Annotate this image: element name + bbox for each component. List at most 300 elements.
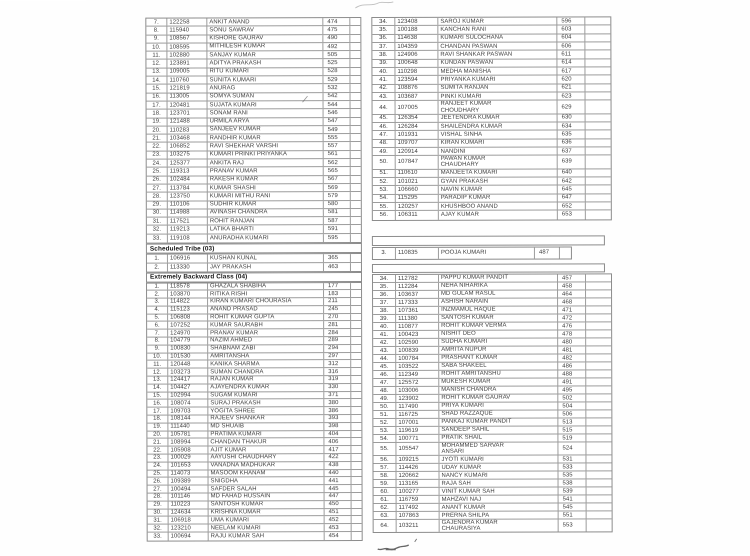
name-cell: KISHORE GAURAV — [207, 35, 323, 43]
blank-cell — [586, 194, 611, 201]
serial-cell: 26. — [147, 176, 168, 183]
marks-cell: 637 — [558, 147, 586, 154]
name-cell: URMILA ARYA — [208, 118, 324, 126]
serial-cell: 12. — [146, 60, 167, 67]
blank-cell — [351, 109, 361, 116]
blank-cell — [351, 462, 361, 469]
name-cell: NISHIT DEO — [439, 331, 558, 338]
marks-cell: 481 — [558, 346, 586, 353]
roll-no-cell: 105908 — [168, 447, 208, 454]
roll-no-cell: 116725 — [396, 411, 439, 418]
marks-cell: 553 — [559, 520, 587, 532]
name-cell: ROHIT KUMAR GUPTA — [208, 314, 324, 321]
name-cell: NAVIN KUMAR — [439, 186, 558, 194]
marks-cell: 458 — [558, 282, 586, 289]
blank-cell — [585, 34, 610, 41]
blank-cell — [351, 361, 361, 368]
table-row — [147, 263, 361, 272]
general-category-table-right — [371, 16, 612, 220]
name-cell: ANAND PRASAD — [208, 306, 324, 313]
marks-cell: 525 — [323, 60, 350, 67]
serial-cell: 34. — [373, 275, 396, 282]
name-cell: SONU SAWRAV — [207, 26, 323, 34]
name-cell: KANCHAN RANI — [438, 26, 557, 34]
roll-no-cell: 117521 — [168, 218, 208, 225]
roll-no-cell: 114426 — [396, 464, 439, 471]
blank-cell — [351, 322, 361, 329]
section-header-band-right — [372, 263, 605, 273]
marks-cell: 561 — [324, 151, 351, 158]
name-cell: JYOTI KUMARI — [439, 456, 558, 463]
table-row — [373, 247, 571, 259]
name-cell: MD GULAM RASUL — [439, 291, 558, 298]
name-cell: UDAY KUMAR — [439, 464, 558, 471]
blank-cell — [351, 399, 361, 406]
marks-cell: 531 — [558, 456, 586, 463]
blank-cell — [587, 504, 612, 511]
name-cell: SUGAM KUMARI — [208, 392, 324, 399]
name-cell: SUNITA KUMARI — [207, 76, 323, 84]
marks-cell: 393 — [324, 415, 351, 422]
name-cell: SUJATA KUMARI — [208, 101, 324, 109]
marks-cell: 495 — [558, 386, 586, 393]
marks-cell: 398 — [324, 423, 351, 430]
marks-cell: 569 — [324, 184, 351, 191]
marks-cell: 557 — [324, 143, 351, 150]
table-row — [373, 101, 611, 115]
name-cell: CHANDAN THAKUR — [208, 439, 324, 446]
section-header-label: Extremely Backward Class (04) — [149, 273, 248, 281]
name-cell: ANANT KUMAR — [440, 504, 559, 511]
marks-cell: 478 — [558, 330, 586, 337]
roll-no-cell: 119213 — [168, 226, 208, 233]
marks-cell: 451 — [325, 509, 352, 516]
name-cell: RAJA SAH — [440, 480, 559, 487]
serial-cell: 29. — [147, 201, 168, 208]
blank-cell — [586, 290, 611, 297]
roll-no-cell: 100188 — [395, 26, 438, 33]
roll-no-cell: 115295 — [396, 194, 439, 201]
name-cell: RITIKA RISHI — [208, 290, 324, 297]
name-cell: AJIT KUMAR — [208, 446, 324, 453]
roll-no-cell: 110835 — [396, 247, 439, 258]
blank-cell — [351, 159, 361, 166]
roll-no-cell: 108876 — [395, 85, 438, 92]
name-cell: MUKESH KUMAR — [439, 379, 558, 386]
blank-cell — [351, 392, 361, 399]
roll-no-cell: 107005 — [396, 101, 439, 113]
roll-no-cell: 102484 — [168, 176, 208, 183]
name-cell: RITU KUMARI — [207, 68, 323, 76]
serial-cell: 31. — [147, 218, 168, 225]
roll-no-cell: 120662 — [397, 472, 440, 479]
name-cell: NANDINI — [439, 148, 558, 156]
roll-no-cell: 110298 — [395, 68, 438, 75]
serial-cell: 55. — [373, 203, 396, 210]
roll-no-cell: 100830 — [168, 345, 208, 352]
marks-cell: 513 — [558, 418, 586, 425]
blank-cell — [350, 35, 360, 42]
name-cell: ROHIT AMRITANSHU — [439, 371, 558, 378]
roll-no-cell: 108994 — [168, 439, 208, 446]
roll-no-cell: 100648 — [395, 60, 438, 67]
roll-no-cell: 103687 — [396, 93, 439, 100]
blank-cell — [586, 394, 611, 401]
blank-cell — [586, 354, 611, 361]
serial-cell: 33. — [148, 533, 169, 541]
marks-cell: 567 — [324, 176, 351, 183]
roll-no-cell: 106311 — [396, 211, 439, 219]
marks-cell: 538 — [559, 480, 587, 487]
roll-no-cell: 101146 — [169, 493, 209, 500]
serial-cell: 27. — [147, 184, 168, 191]
roll-no-cell: 108567 — [167, 35, 207, 42]
roll-no-cell: 110106 — [168, 201, 208, 208]
serial-cell: 35. — [373, 283, 396, 290]
ebc-table-right — [372, 273, 613, 533]
roll-no-cell: 110283 — [168, 126, 208, 133]
name-cell: PINKI KUMARI — [439, 93, 558, 101]
name-cell: SHABNAM ZABI — [208, 345, 324, 352]
table-row — [373, 211, 611, 220]
marks-cell: 611 — [557, 51, 585, 58]
roll-no-cell: 101530 — [168, 353, 208, 360]
blank-cell — [350, 76, 360, 83]
name-cell: KIRAN KUMARI — [439, 139, 558, 147]
serial-cell: 41. — [372, 76, 395, 83]
general-category-table-left — [145, 17, 362, 244]
name-cell: SUDHA KUMARI — [439, 339, 558, 346]
name-cell: KUNDAN PASWAN — [438, 59, 557, 67]
serial-cell: 35. — [372, 26, 395, 33]
blank-cell — [351, 337, 361, 344]
serial-cell: 2. — [147, 291, 168, 298]
blank-cell — [352, 493, 362, 500]
name-cell: ANKITA RAJ — [208, 159, 324, 167]
serial-cell: 58. — [374, 472, 397, 479]
marks-cell: 539 — [559, 488, 587, 495]
blank-cell — [586, 177, 611, 184]
name-cell: SANTOSH KUMAR — [439, 315, 558, 322]
marks-cell: 652 — [558, 202, 586, 209]
serial-cell: 16. — [147, 400, 168, 407]
blank-cell — [350, 43, 360, 50]
name-cell: SUDHIR KUMAR — [208, 201, 324, 209]
serial-cell: 36. — [372, 35, 395, 42]
marks-cell: 463 — [324, 263, 351, 272]
blank-cell — [586, 298, 611, 305]
marks-cell: 579 — [324, 192, 351, 199]
marks-cell: 450 — [325, 501, 352, 508]
blank-cell — [352, 470, 362, 477]
marks-cell: 316 — [324, 368, 351, 375]
marks-cell: 614 — [557, 59, 585, 66]
name-cell: PARADIP KUMAR — [439, 194, 558, 202]
roll-no-cell: 107847 — [396, 156, 439, 168]
roll-no-cell: 112782 — [396, 275, 439, 282]
scheduled-tribe-table-right — [372, 246, 572, 260]
roll-no-cell: 120257 — [396, 203, 439, 210]
marks-cell: 319 — [324, 376, 351, 383]
roll-no-cell: 124970 — [168, 330, 208, 337]
name-cell: CHANDAN PASWAN — [438, 43, 557, 51]
roll-no-cell: 111440 — [168, 423, 208, 430]
blank-cell — [351, 126, 361, 133]
marks-cell: 629 — [558, 101, 586, 113]
marks-cell: 492 — [323, 43, 350, 50]
blank-cell — [352, 477, 362, 484]
serial-cell: 44. — [373, 355, 396, 362]
name-cell: PRANAV KUMAR — [208, 329, 324, 336]
roll-no-cell: 103273 — [168, 369, 208, 376]
blank-cell — [587, 512, 612, 519]
serial-cell: 1. — [147, 255, 168, 263]
serial-cell: 51. — [373, 411, 396, 418]
blank-cell — [586, 314, 611, 321]
blank-cell — [350, 18, 360, 25]
name-cell: ANURAG — [207, 85, 323, 93]
serial-cell: 6. — [147, 322, 168, 329]
serial-cell: 61. — [374, 496, 397, 503]
blank-cell — [586, 442, 611, 454]
marks-cell: 504 — [558, 402, 586, 409]
marks-cell: 438 — [324, 462, 351, 469]
serial-cell: 57. — [373, 464, 396, 471]
marks-cell: 639 — [558, 156, 586, 168]
serial-cell: 18. — [147, 416, 168, 423]
roll-no-cell: 106852 — [168, 143, 208, 150]
name-cell: PRIYANKA KUMARI — [438, 76, 557, 84]
blank-cell — [585, 17, 610, 24]
name-cell: KANIKA SHARMA — [208, 361, 324, 368]
name-cell: PRANAV KUMAR — [208, 167, 324, 175]
blank-cell — [586, 122, 611, 129]
roll-no-cell: 110610 — [396, 169, 439, 176]
roll-no-cell: 110877 — [396, 323, 439, 330]
name-cell: MEDHA MANISHA — [438, 68, 557, 76]
roll-no-cell: 119313 — [168, 168, 208, 175]
name-cell: ANURADHA KUMARI — [208, 234, 324, 243]
serial-cell: 34. — [372, 18, 395, 25]
roll-no-cell: 124906 — [395, 51, 438, 58]
roll-no-cell: 119619 — [396, 427, 439, 434]
blank-cell — [351, 407, 361, 414]
serial-cell: 7. — [146, 19, 167, 26]
roll-no-cell: 104427 — [168, 384, 208, 391]
roll-no-cell: 107252 — [168, 322, 208, 329]
roll-no-cell: 100494 — [169, 486, 209, 493]
name-cell: ADITYA PRAKASH — [207, 60, 323, 68]
serial-cell: 64. — [374, 520, 397, 532]
serial-cell: 32. — [147, 226, 168, 233]
roll-no-cell: 117333 — [396, 299, 439, 306]
marks-cell: 289 — [324, 337, 351, 344]
serial-cell: 48. — [373, 387, 396, 394]
serial-cell: 37. — [373, 299, 396, 306]
roll-no-cell: 109215 — [396, 456, 439, 463]
blank-cell — [585, 76, 610, 83]
blank-cell — [586, 92, 611, 99]
roll-no-cell: 107863 — [397, 512, 440, 519]
blank-cell — [351, 142, 361, 149]
marks-cell: 406 — [324, 438, 351, 445]
name-cell: KIRAN KUMARI CHOURASIA — [208, 298, 324, 305]
roll-no-cell: 101931 — [396, 131, 439, 138]
name-cell: KUMAR SHASHI — [208, 184, 324, 192]
name-cell: MD SHUAIB — [208, 423, 324, 430]
blank-cell — [560, 247, 571, 258]
name-cell: NEELAM KUMARI — [209, 524, 325, 531]
roll-no-cell: 120448 — [168, 361, 208, 368]
roll-no-cell: 126354 — [396, 114, 439, 121]
roll-no-cell: 124634 — [169, 509, 209, 516]
serial-cell: 14. — [147, 384, 168, 391]
name-cell: SUMITA RANJAN — [438, 84, 557, 92]
blank-cell — [350, 84, 360, 91]
marks-cell: 634 — [558, 122, 586, 129]
roll-no-cell: 103637 — [396, 291, 439, 298]
roll-no-cell: 109707 — [396, 139, 439, 146]
roll-no-cell: 103275 — [168, 151, 208, 158]
blank-cell — [351, 217, 361, 224]
marks-cell: 545 — [559, 504, 587, 511]
serial-cell: 1. — [147, 283, 168, 290]
blank-cell — [586, 131, 611, 138]
blank-cell — [587, 496, 612, 503]
serial-cell: 8. — [146, 27, 167, 34]
roll-no-cell: 123902 — [396, 395, 439, 402]
blank-cell — [585, 42, 610, 49]
marks-cell: 386 — [324, 407, 351, 414]
marks-cell: 647 — [558, 194, 586, 201]
name-cell: GAJENDRA KUMAR CHAURASIYA — [440, 520, 559, 532]
serial-cell: 22. — [147, 447, 168, 454]
handwritten-squiggle — [374, 538, 424, 554]
roll-no-cell: 124417 — [168, 376, 208, 383]
marks-cell: 453 — [325, 524, 352, 531]
name-cell: KUMAR SAURABH — [208, 322, 324, 329]
name-cell: SONAM RANI — [208, 109, 324, 117]
name-cell: NAZIM AHMED — [208, 337, 324, 344]
marks-cell: 544 — [324, 101, 351, 108]
roll-no-cell: 108074 — [168, 400, 208, 407]
name-cell: RANDHIR KUMAR — [208, 134, 324, 142]
blank-cell — [351, 298, 361, 305]
blank-cell — [351, 93, 361, 100]
marks-cell: 636 — [558, 139, 586, 146]
name-cell: KRISHNA KUMAR — [209, 509, 325, 516]
roll-no-cell: 121819 — [167, 85, 207, 92]
blank-cell — [352, 516, 362, 523]
serial-cell: 62. — [374, 504, 397, 511]
marks-cell: 487 — [535, 247, 560, 258]
table-row — [373, 442, 611, 456]
marks-cell: 642 — [558, 177, 586, 184]
name-cell: SABA SHAKEEL — [439, 363, 558, 370]
serial-cell: 24. — [147, 160, 168, 167]
serial-cell: 47. — [373, 379, 396, 386]
marks-cell: 547 — [324, 118, 351, 125]
blank-cell — [585, 51, 610, 58]
serial-cell: 5. — [147, 314, 168, 321]
name-cell: SOMYA SUMAN — [208, 93, 324, 101]
serial-cell: 46. — [373, 123, 396, 130]
marks-cell: 535 — [559, 472, 587, 479]
table-row — [373, 156, 611, 170]
serial-cell: 19. — [147, 423, 168, 430]
marks-cell: 524 — [558, 442, 586, 454]
marks-cell: 506 — [558, 410, 586, 417]
blank-cell — [586, 169, 611, 176]
serial-cell: 52. — [373, 178, 396, 185]
marks-cell: 312 — [324, 361, 351, 368]
blank-cell — [352, 524, 362, 531]
blank-cell — [351, 192, 361, 199]
roll-no-cell: 100694 — [169, 532, 209, 540]
name-cell: PRATIMA KUMARI — [208, 431, 324, 438]
roll-no-cell: 117490 — [396, 403, 439, 410]
serial-cell: 7. — [147, 330, 168, 337]
marks-cell: 549 — [324, 126, 351, 133]
roll-no-cell: 105781 — [168, 431, 208, 438]
roll-no-cell: 103870 — [168, 291, 208, 298]
roll-no-cell: 113330 — [168, 263, 208, 272]
serial-cell: 11. — [146, 52, 167, 59]
marks-cell: 183 — [324, 290, 351, 297]
roll-no-cell: 103522 — [396, 363, 439, 370]
roll-no-cell: 125572 — [396, 379, 439, 386]
table-row — [147, 234, 361, 243]
roll-no-cell: 100839 — [396, 347, 439, 354]
marks-cell: 580 — [324, 201, 351, 208]
blank-cell — [351, 345, 361, 352]
table-row — [148, 532, 362, 540]
marks-cell: 529 — [323, 76, 350, 83]
marks-cell: 480 — [558, 338, 586, 345]
blank-cell — [586, 418, 611, 425]
blank-cell — [351, 423, 361, 430]
name-cell: AJAY KUMAR — [439, 211, 558, 220]
serial-cell: 52. — [373, 419, 396, 426]
name-cell: GYAN PRAKASH — [439, 177, 558, 185]
marks-cell: 464 — [558, 290, 586, 297]
serial-cell: 40. — [373, 323, 396, 330]
blank-cell — [587, 520, 612, 532]
name-cell: AVINASH CHANDRA — [208, 209, 324, 217]
roll-no-cell: 108144 — [168, 415, 208, 422]
marks-cell: 482 — [558, 354, 586, 361]
name-cell: VISHAL SINHA — [439, 131, 558, 139]
serial-cell: 49. — [373, 395, 396, 402]
blank-cell — [351, 234, 361, 242]
blank-cell — [586, 114, 611, 121]
marks-cell: 640 — [558, 169, 586, 176]
blank-cell — [351, 290, 361, 297]
blank-cell — [352, 485, 362, 492]
blank-cell — [586, 274, 611, 281]
blank-cell — [587, 480, 612, 487]
roll-no-cell: 107361 — [396, 307, 439, 314]
serial-cell: 43. — [373, 347, 396, 354]
roll-no-cell: 102590 — [396, 339, 439, 346]
blank-cell — [586, 464, 611, 471]
blank-cell — [586, 101, 611, 113]
serial-cell: 59. — [374, 480, 397, 487]
marks-cell: 454 — [325, 532, 352, 540]
name-cell: ROHIT RANJAN — [208, 217, 324, 225]
roll-no-cell: 123594 — [395, 76, 438, 83]
blank-cell — [351, 176, 361, 183]
